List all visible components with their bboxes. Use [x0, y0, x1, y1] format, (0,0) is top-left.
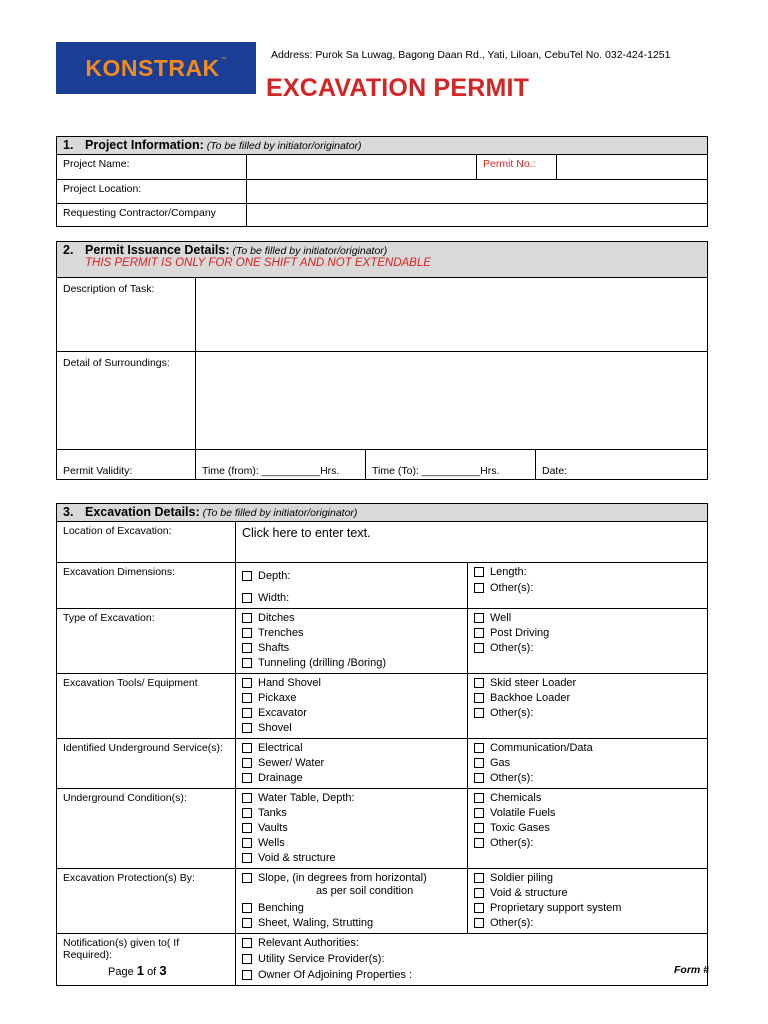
page-title: EXCAVATION PERMIT [266, 74, 530, 102]
notification-options [236, 934, 708, 986]
checkbox[interactable] [242, 708, 252, 718]
excavation-details-table [56, 503, 708, 986]
option-tool-2[interactable]: Excavator [242, 705, 461, 720]
option-protection-0[interactable]: Benching [242, 900, 461, 915]
section1-title: Project Information: [85, 138, 204, 152]
option-width[interactable]: Width: [242, 590, 461, 605]
option-notification-0[interactable]: Relevant Authorities: [242, 935, 701, 950]
option-tool-3[interactable]: Shovel [242, 720, 461, 735]
checkbox[interactable] [242, 743, 252, 753]
tools-left [236, 674, 468, 739]
checkbox[interactable] [242, 693, 252, 703]
checkbox[interactable] [242, 613, 252, 623]
time-from-field[interactable]: Time (from): __________Hrs. [196, 450, 366, 480]
option-protection-soldier[interactable]: Soldier piling [474, 870, 701, 885]
checkbox[interactable] [474, 823, 484, 833]
checkbox[interactable] [242, 628, 252, 638]
checkbox[interactable] [242, 823, 252, 833]
option-condition-2[interactable]: Vaults [242, 820, 461, 835]
dimensions-label: Excavation Dimensions: [57, 563, 236, 609]
protection-right [468, 869, 708, 934]
checkbox[interactable] [242, 873, 252, 883]
checkbox[interactable] [242, 793, 252, 803]
protection-label: Excavation Protection(s) By: [57, 869, 236, 934]
location-label: Location of Excavation: [57, 522, 236, 563]
dimensions-right [468, 563, 708, 609]
option-tool-0[interactable]: Hand Shovel [242, 675, 461, 690]
checkbox[interactable] [474, 873, 484, 883]
type-left [236, 609, 468, 674]
checkbox[interactable] [242, 773, 252, 783]
option-service-2[interactable]: Drainage [242, 770, 461, 785]
checkbox[interactable] [474, 678, 484, 688]
option-tool-1[interactable]: Pickaxe [242, 690, 461, 705]
checkbox[interactable] [474, 888, 484, 898]
option-service-gas[interactable]: Gas [474, 755, 701, 770]
option-protection-slope[interactable]: Slope, (in degrees from horizontal) [242, 870, 461, 885]
option-type-other[interactable]: Other(s): [474, 640, 701, 655]
conditions-right [468, 789, 708, 869]
checkbox[interactable] [242, 758, 252, 768]
time-to-field[interactable]: Time (To): __________Hrs. [366, 450, 536, 480]
project-name-field[interactable] [247, 155, 477, 180]
permit-warning: THIS PERMIT IS ONLY FOR ONE SHIFT AND NOT EXTENDABLE [85, 257, 431, 269]
section2-number: 2. [63, 243, 74, 257]
project-location-label: Project Location: [57, 180, 247, 204]
option-condition-fuels[interactable]: Volatile Fuels [474, 805, 701, 820]
section3-title: Excavation Details: [85, 505, 200, 519]
conditions-label: Underground Condition(s): [57, 789, 236, 869]
requesting-contractor-field[interactable] [247, 204, 708, 227]
checkbox[interactable] [474, 567, 484, 577]
surroundings-label: Detail of Surroundings: [57, 352, 196, 450]
notification-label: Notification(s) given to( If Required): [57, 934, 236, 986]
option-service-1[interactable]: Sewer/ Water [242, 755, 461, 770]
checkbox[interactable] [242, 593, 252, 603]
option-notification-2[interactable]: Owner Of Adjoining Properties : [242, 967, 701, 982]
option-type-well[interactable]: Well [474, 610, 701, 625]
tools-right [468, 674, 708, 739]
checkbox[interactable] [242, 658, 252, 668]
option-depth[interactable]: Depth: [242, 568, 461, 583]
option-condition-gases[interactable]: Toxic Gases [474, 820, 701, 835]
dimensions-left [236, 563, 468, 609]
logo-tm: ™ [220, 57, 227, 63]
option-protection-void[interactable]: Void & structure [474, 885, 701, 900]
checkbox[interactable] [242, 571, 252, 581]
option-condition-4[interactable]: Void & structure [242, 850, 461, 865]
checkbox[interactable] [474, 838, 484, 848]
option-type-2[interactable]: Shafts [242, 640, 461, 655]
option-condition-3[interactable]: Wells [242, 835, 461, 850]
checkbox[interactable] [242, 643, 252, 653]
checkbox[interactable] [474, 758, 484, 768]
checkbox[interactable] [474, 643, 484, 653]
date-field[interactable]: Date: [536, 450, 708, 480]
description-field[interactable] [196, 278, 708, 352]
checkbox[interactable] [474, 903, 484, 913]
services-label: Identified Underground Service(s): [57, 739, 236, 789]
checkbox[interactable] [242, 723, 252, 733]
option-tool-skid-steer[interactable]: Skid steer Loader [474, 675, 701, 690]
checkbox[interactable] [242, 970, 252, 980]
validity-label: Permit Validity: [57, 450, 196, 480]
section2-title: Permit Issuance Details: [85, 243, 230, 257]
checkbox[interactable] [474, 773, 484, 783]
checkbox[interactable] [474, 793, 484, 803]
option-dim-other[interactable]: Other(s): [474, 580, 701, 595]
checkbox[interactable] [242, 954, 252, 964]
section2-header [57, 242, 708, 278]
checkbox[interactable] [474, 583, 484, 593]
checkbox[interactable] [474, 708, 484, 718]
option-condition-1[interactable]: Tanks [242, 805, 461, 820]
project-location-field[interactable] [247, 180, 708, 204]
option-protection-other[interactable]: Other(s): [474, 915, 701, 930]
option-length[interactable]: Length: [474, 564, 701, 579]
section1-header [57, 137, 708, 155]
section3-note: (To be filled by initiator/originator) [202, 507, 358, 519]
conditions-left [236, 789, 468, 869]
protection-slope-continuation: as per soil condition [316, 885, 414, 897]
form-number: Form # [674, 964, 710, 976]
checkbox[interactable] [242, 903, 252, 913]
checkbox[interactable] [242, 938, 252, 948]
permit-no-field[interactable] [557, 155, 708, 180]
option-protection-proprietary[interactable]: Proprietary support system [474, 900, 701, 915]
services-right [468, 739, 708, 789]
checkbox[interactable] [474, 693, 484, 703]
section1-note: (To be filled by initiator/originator) [206, 140, 362, 152]
protection-left [236, 869, 468, 934]
tools-label: Excavation Tools/ Equipment [57, 674, 236, 739]
description-label: Description of Task: [57, 278, 196, 352]
checkbox[interactable] [242, 678, 252, 688]
project-name-label: Project Name: [57, 155, 247, 180]
option-condition-0[interactable]: Water Table, Depth: [242, 790, 461, 805]
company-address: Address: Purok Sa Luwag, Bagong Daan Rd., Yati, Liloan, CebuTel No. 032-424-1251 [271, 49, 671, 61]
type-label: Type of Excavation: [57, 609, 236, 674]
requesting-contractor-label: Requesting Contractor/Company [57, 204, 247, 227]
surroundings-field[interactable] [196, 352, 708, 450]
section3-number: 3. [63, 505, 74, 519]
checkbox[interactable] [242, 838, 252, 848]
permit-issuance-table [56, 241, 708, 480]
checkbox[interactable] [242, 853, 252, 863]
checkbox[interactable] [474, 628, 484, 638]
checkbox[interactable] [242, 918, 252, 928]
checkbox[interactable] [474, 808, 484, 818]
logo-text: KONSTRAK [85, 54, 220, 81]
page-number: Page 1 of 3 [108, 963, 167, 978]
project-information-table [56, 136, 708, 227]
checkbox[interactable] [474, 743, 484, 753]
option-protection-1[interactable]: Sheet, Waling, Strutting [242, 915, 461, 930]
option-condition-chemicals[interactable]: Chemicals [474, 790, 701, 805]
option-service-other[interactable]: Other(s): [474, 770, 701, 785]
option-type-1[interactable]: Trenches [242, 625, 461, 640]
option-type-3[interactable]: Tunneling (drilling /Boring) [242, 655, 461, 670]
checkbox[interactable] [242, 808, 252, 818]
section2-note: (To be filled by initiator/originator) [232, 245, 388, 257]
services-left [236, 739, 468, 789]
option-condition-other[interactable]: Other(s): [474, 835, 701, 850]
option-service-0[interactable]: Electrical [242, 740, 461, 755]
section3-header [57, 504, 708, 522]
option-service-comm[interactable]: Communication/Data [474, 740, 701, 755]
option-type-post-driving[interactable]: Post Driving [474, 625, 701, 640]
option-type-0[interactable]: Ditches [242, 610, 461, 625]
section1-number: 1. [63, 138, 74, 152]
checkbox[interactable] [474, 613, 484, 623]
option-tool-backhoe[interactable]: Backhoe Loader [474, 690, 701, 705]
type-right [468, 609, 708, 674]
checkbox[interactable] [474, 918, 484, 928]
company-logo [56, 42, 256, 94]
option-tool-other[interactable]: Other(s): [474, 705, 701, 720]
option-notification-1[interactable]: Utility Service Provider(s): [242, 951, 701, 966]
permit-no-label: Permit No.: [477, 155, 557, 180]
location-field[interactable]: Click here to enter text. [236, 522, 708, 563]
